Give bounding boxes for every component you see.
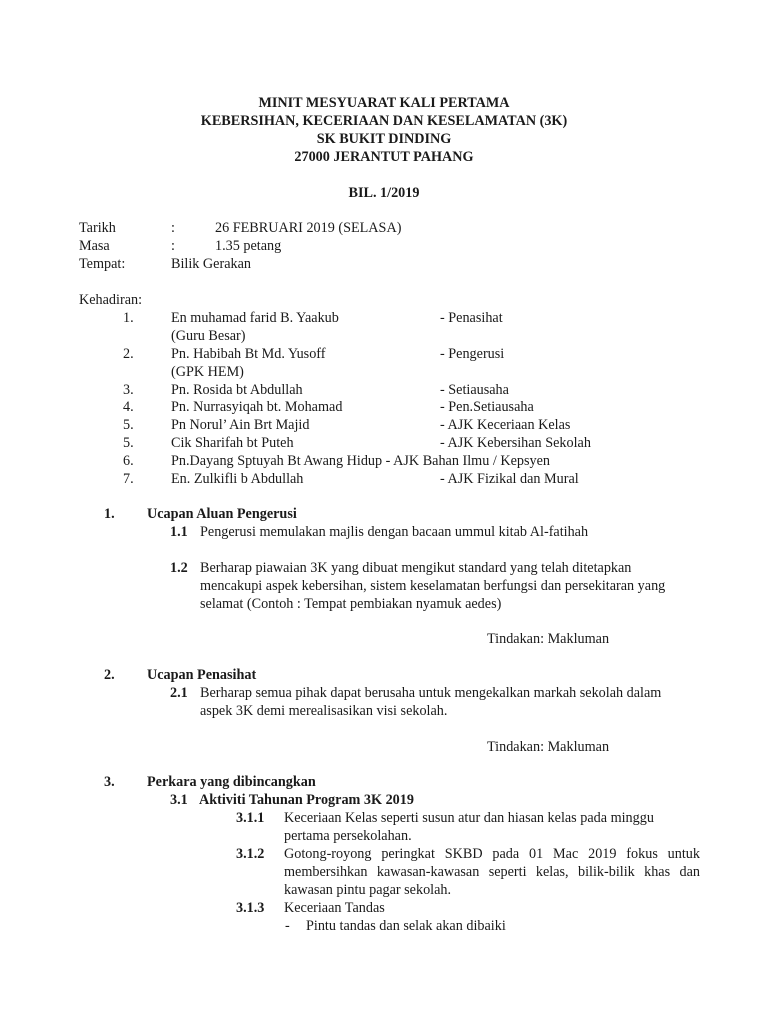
masa-label: Masa — [79, 238, 110, 254]
member-no: 7. — [123, 471, 134, 487]
member-name: Pn.Dayang Sptuyah Bt Awang Hidup - AJK Bahan Ilmu / Kepsyen — [171, 453, 550, 469]
item-3-1-2-text: Gotong-royong peringkat SKBD pada 01 Mac 2019 fokus untuk membersihkan kawasan-kawasan seperti kelas, bilik-bilik khas dan kawasan pintu pagar sekolah. — [284, 846, 700, 898]
member-name: Pn. Rosida bt Abdullah — [171, 382, 303, 398]
item-1-1-text: Pengerusi memulakan majlis dengan bacaan ummul kitab Al-fatihah — [200, 524, 589, 540]
item-2-1-line: aspek 3K demi merealisasikan visi sekolah. — [200, 703, 448, 719]
item-2-1-line: Berharap semua pihak dapat berusaha untuk mengekalkan markah sekolah dalam — [200, 685, 662, 701]
bil-number: BIL. 1/2019 — [348, 185, 420, 201]
member-no: 2. — [123, 346, 134, 362]
section-1-title: Ucapan Aluan Pengerusi — [147, 506, 297, 522]
item-3-1-1-line: Keceriaan Kelas seperti susun atur dan hiasan kelas pada minggu — [284, 810, 654, 826]
item-3-1-title: Aktiviti Tahunan Program 3K 2019 — [199, 792, 414, 808]
doc-title-line4: 27000 JERANTUT PAHANG — [294, 149, 474, 165]
member-no: 4. — [123, 399, 134, 415]
section-2-title: Ucapan Penasihat — [147, 667, 257, 683]
member-role: - Penasihat — [440, 310, 503, 326]
member-no: 3. — [123, 382, 134, 398]
member-no: 1. — [123, 310, 134, 326]
member-name: Pn. Habibah Bt Md. Yusoff — [171, 346, 326, 362]
kehadiran-label: Kehadiran: — [79, 292, 143, 308]
tempat-label: Tempat: — [79, 256, 126, 272]
bullet-dash: - — [285, 918, 290, 934]
member-role: - AJK Keceriaan Kelas — [440, 417, 571, 433]
member-name: En. Zulkifli b Abdullah — [171, 471, 304, 487]
item-3-1-1-line: pertama persekolahan. — [284, 828, 412, 844]
member-role: - AJK Fizikal dan Mural — [440, 471, 579, 487]
member-name: En muhamad farid B. Yaakub — [171, 310, 339, 326]
item-3-1-3-bullet-text: Pintu tandas dan selak akan dibaiki — [306, 918, 506, 934]
masa-colon: : — [171, 238, 175, 254]
member-role: - Pen.Setiausaha — [440, 399, 534, 415]
item-1-2-line: selamat (Contoh : Tempat pembiakan nyamuk aedes) — [200, 596, 502, 612]
member-name: Cik Sharifah bt Puteh — [171, 435, 294, 451]
member-position: (GPK HEM) — [171, 364, 244, 380]
tindakan-1: Tindakan: Makluman — [487, 631, 610, 647]
item-2-1-number: 2.1 — [170, 685, 188, 701]
section-3-number: 3. — [104, 774, 115, 790]
item-1-1-number: 1.1 — [170, 524, 188, 540]
section-3-title: Perkara yang dibincangkan — [147, 774, 316, 790]
masa-value: 1.35 petang — [215, 238, 282, 254]
member-role: - Setiausaha — [440, 382, 509, 398]
member-role: - AJK Kebersihan Sekolah — [440, 435, 591, 451]
doc-title-line3: SK BUKIT DINDING — [316, 131, 452, 147]
member-name: Pn. Nurrasyiqah bt. Mohamad — [171, 399, 343, 415]
tempat-value: Bilik Gerakan — [171, 256, 251, 272]
doc-title-line1: MINIT MESYUARAT KALI PERTAMA — [258, 95, 510, 111]
tarikh-value: 26 FEBRUARI 2019 (SELASA) — [215, 220, 402, 236]
member-position: (Guru Besar) — [171, 328, 246, 344]
item-3-1-3-text: Keceriaan Tandas — [284, 900, 385, 916]
item-3-1-1-number: 3.1.1 — [236, 810, 265, 826]
member-no: 5. — [123, 417, 134, 433]
item-3-1-number: 3.1 — [170, 792, 188, 808]
tarikh-colon: : — [171, 220, 175, 236]
doc-title-line2: KEBERSIHAN, KECERIAAN DAN KESELAMATAN (3K) — [200, 113, 568, 129]
item-3-1-3-number: 3.1.3 — [236, 900, 265, 916]
section-1-number: 1. — [104, 506, 115, 522]
item-1-2-line: Berharap piawaian 3K yang dibuat mengikut standard yang telah ditetapkan — [200, 560, 632, 576]
item-3-1-2-number: 3.1.2 — [236, 846, 265, 862]
member-no: 5. — [123, 435, 134, 451]
section-2-number: 2. — [104, 667, 115, 683]
item-1-2-number: 1.2 — [170, 560, 188, 576]
member-role: - Pengerusi — [440, 346, 505, 362]
member-name: Pn Norul’ Ain Brt Majid — [171, 417, 310, 433]
tarikh-label: Tarikh — [79, 220, 116, 236]
item-1-2-line: mencakupi aspek kebersihan, sistem keselamatan berfungsi dan persekitaran yang — [200, 578, 666, 594]
tindakan-2: Tindakan: Makluman — [487, 739, 610, 755]
member-no: 6. — [123, 453, 134, 469]
